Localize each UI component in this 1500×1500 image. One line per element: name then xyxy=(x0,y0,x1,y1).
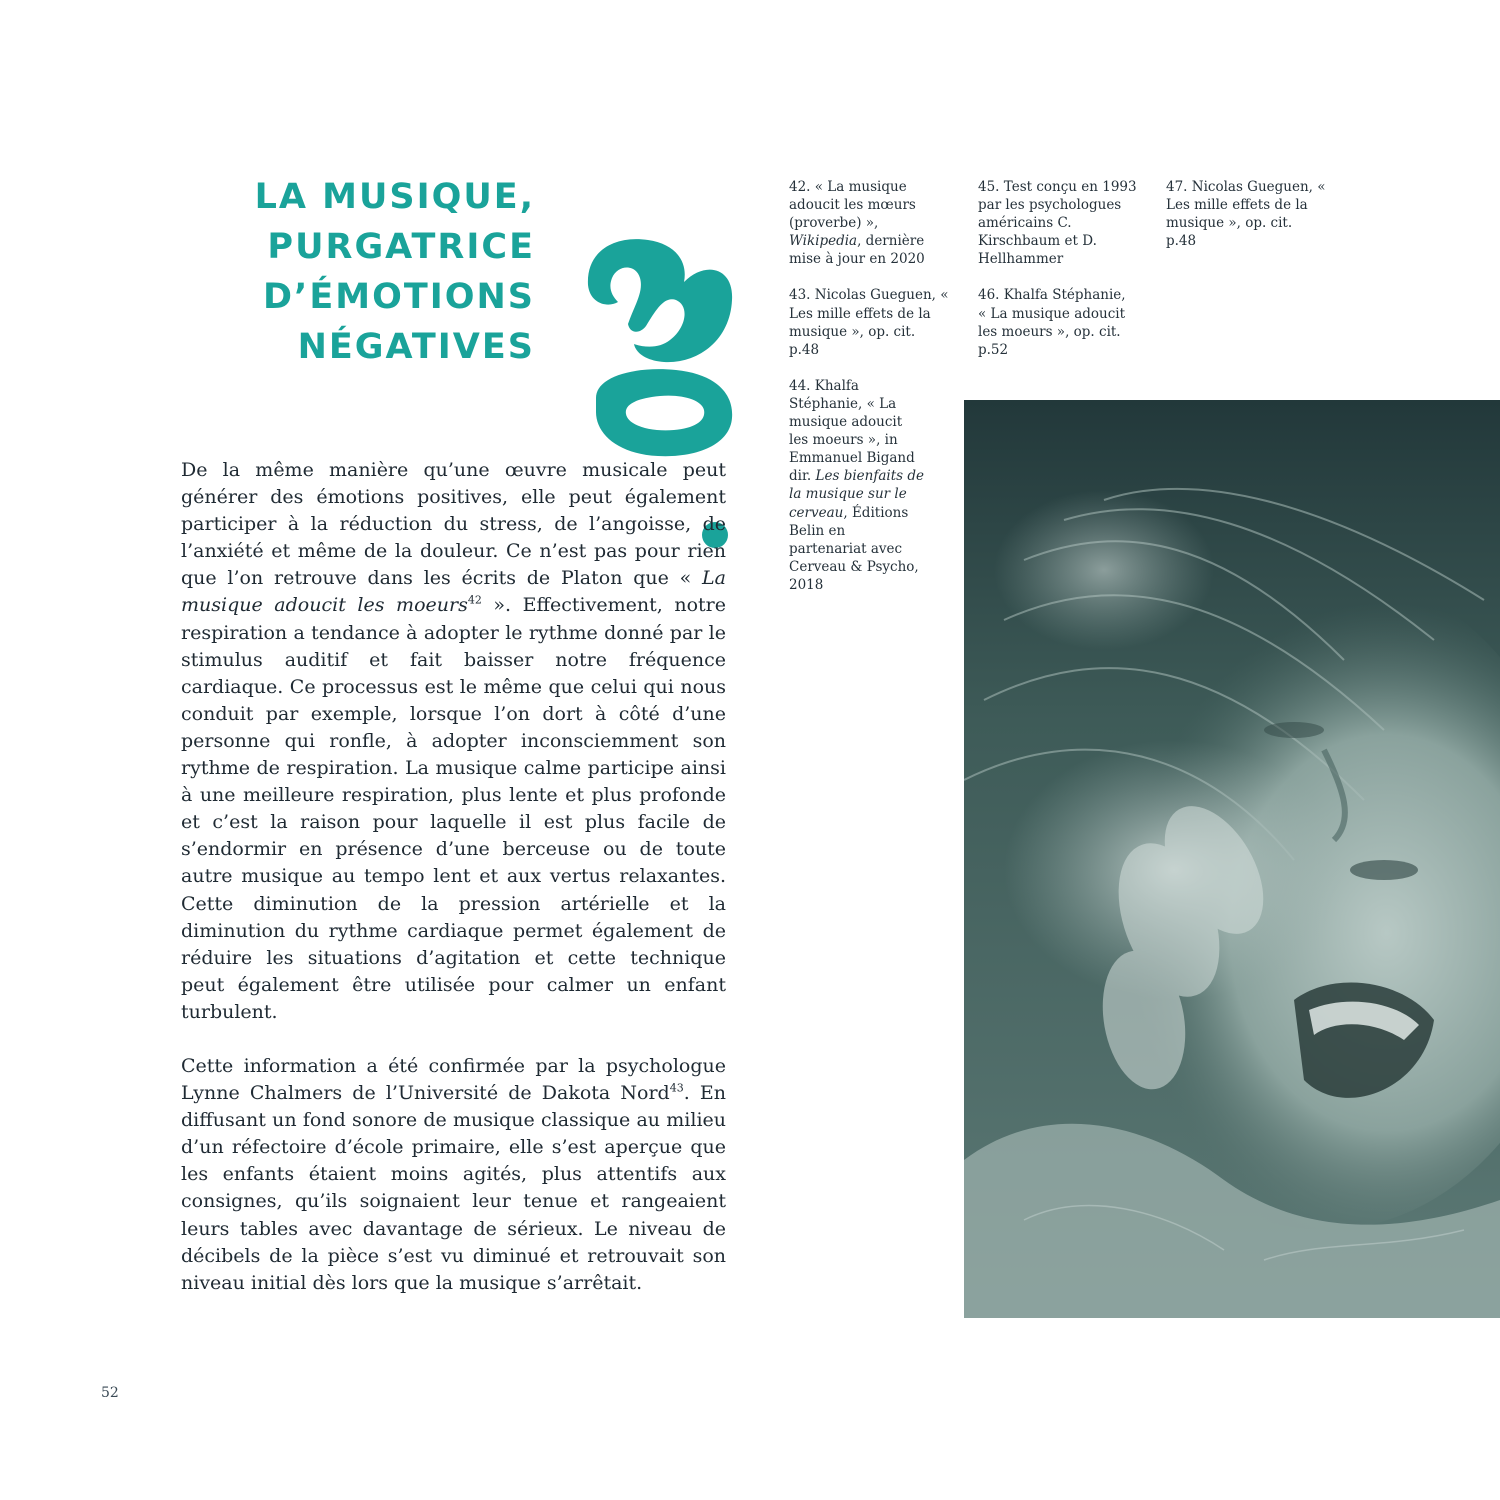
photo-illustration xyxy=(964,400,1500,1318)
body-text-segment: . En diffusant un fond sonore de musique classique au milieu d’un réfectoire d’école primaire, elle s’est aperçue que les enfants étaient moins agités, plus attentifs aux consignes, qu’ils soignaient leur tenue et rangeaient leurs tables avec davantage de sérieux. Le niveau de décibels de la pièce s’est vu diminué et retrouvait son niveau initial dès lors que la musique s’arrêtait. xyxy=(181,1082,726,1294)
footnote-45: 45. Test conçu en 1993 par les psychologues américains C. Kirschbaum et D. Hellhammer xyxy=(978,179,1137,268)
title-line-4: NÉGATIVES xyxy=(297,327,535,367)
footnote-text: , dernière mise à jour en 2020 xyxy=(789,233,925,268)
body-text-segment: De la même manière qu’une œuvre musicale peut générer des émotions positives, elle peut également participer à la réduction du stress, de l’angoisse, de l’anxiété et même de la douleur. Ce n’est pas pour rien que l’on retrouve dans les écrits de Platon que « xyxy=(181,459,726,590)
footnote-text: 44. Khalfa Stéphanie, « La musique adoucit les moeurs », in Emmanuel Bigand dir. xyxy=(789,377,915,485)
body-paragraph-1 xyxy=(181,457,726,1026)
footnote-47: 47. Nicolas Gueguen, « Les mille effets de la musique », op. cit. p.48 xyxy=(1166,179,1326,250)
body-paragraph-2 xyxy=(181,1053,726,1297)
footnote-ref: 42 xyxy=(467,594,482,608)
plato-quote: La musique adoucit les moeurs xyxy=(181,567,726,617)
footnote-text: 42. « La musique adoucit les mœurs (proverbe) », xyxy=(789,179,916,232)
footnotes-column-2 xyxy=(978,178,1138,377)
woman-screaming-photo xyxy=(964,400,1500,1318)
body-text xyxy=(181,457,726,1324)
page-title xyxy=(200,172,535,372)
footnote-text: , Éditions Belin en partenariat avec Cerveau & Psycho, 2018 xyxy=(789,504,919,593)
page-number: 52 xyxy=(101,1385,119,1401)
footnotes-column-1 xyxy=(789,178,949,612)
footnote-ref: 43 xyxy=(669,1081,684,1095)
title-line-1: LA MUSIQUE, xyxy=(254,177,535,217)
title-line-3: D’ÉMOTIONS xyxy=(263,277,535,317)
title-line-2: PURGATRICE xyxy=(267,227,535,267)
footnote-text: Les bienfaits de la musique sur le cerveau xyxy=(789,468,924,521)
footnote-42 xyxy=(789,178,949,268)
footnotes-column-3 xyxy=(1166,178,1326,268)
footnote-text: Wikipedia xyxy=(789,233,858,250)
footnote-46: 46. Khalfa Stéphanie, « La musique adoucit les moeurs », op. cit. p.52 xyxy=(978,287,1126,358)
body-text-segment: Cette information a été confirmée par la psychologue Lynne Chalmers de l’Université de Dakota Nord xyxy=(181,1054,726,1105)
footnote-43: 43. Nicolas Gueguen, « Les mille effets de la musique », op. cit. p.48 xyxy=(789,287,949,358)
footnote-44 xyxy=(789,377,924,594)
body-text-segment: ». Effectivement, notre respiration a tendance à adopter le rythme donné par le stimulus auditif et fait baisser notre fréquence cardiaque. Ce processus est le même que celui qui nous conduit par exemple, lorsque l’on dort à côté d’une personne qui ronfle, à adopter inconsciemment son rythme de respiration. La musique calme participe ainsi à une meilleure respiration, plus lente et plus profonde et c’est la raison pour laquelle il est plus facile de s’endormir en présence d’une berceuse ou de toute autre musique au tempo lent et aux vertus relaxantes. Cette diminution de la pression artérielle et la diminution du rythme cardiaque permet également de réduire les situations d’agitation et cette technique peut également être utilisée pour calmer un enfant turbulent. xyxy=(181,594,726,1023)
